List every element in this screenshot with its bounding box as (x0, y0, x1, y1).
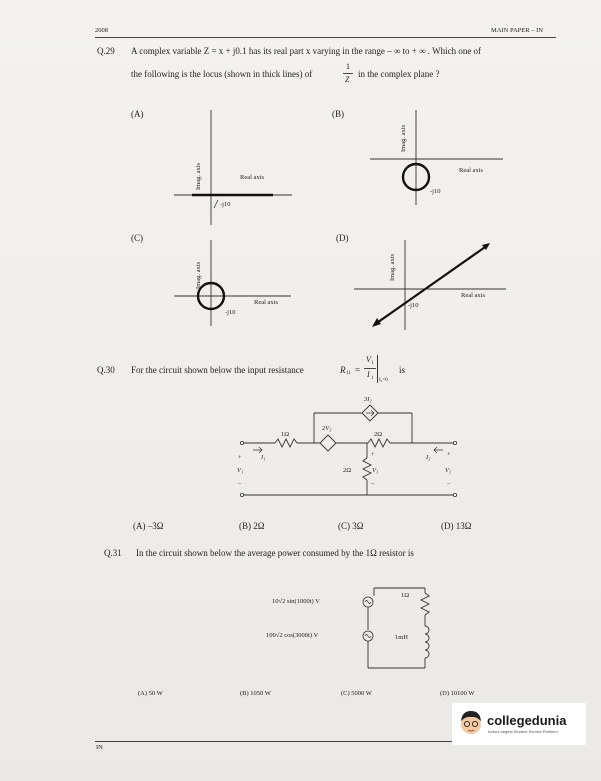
q31-source2: 100√2 cos(3000t) V (266, 632, 319, 639)
q29-frac-den: Z (345, 75, 350, 84)
q29-line1: A complex variable Z = x + j0.1 has its real part x varying in the range – ∞ to + ∞ . Which one of (131, 46, 482, 56)
q30-r1: 1Ω (281, 431, 290, 438)
q31-inductor: 1mH (395, 634, 408, 641)
q29-c-imag-label: Imag. axis (195, 261, 202, 289)
q30-r-label: R (340, 365, 346, 375)
q29-b-j10-label: -j10 (430, 188, 441, 195)
q29-d-real-label: Real axis (461, 292, 486, 299)
q29-option-c-label: (C) (131, 233, 143, 243)
q30-v1-minus: – (238, 480, 242, 487)
q30-dep-source-mid: 2V₃ (322, 425, 332, 432)
q29-option-d-label: (D) (336, 233, 349, 243)
header-paper: MAIN PAPER – IN (491, 27, 543, 34)
q29-b-real-label: Real axis (459, 167, 484, 174)
header-year: 2008 (95, 27, 108, 34)
q31-text: In the circuit shown below the average power consumed by the 1Ω resistor is (136, 548, 414, 558)
q30-option-a[interactable]: (A) –3Ω (133, 521, 164, 531)
q30-v3: V₃ (372, 467, 379, 474)
q30-v1-plus: + (238, 454, 242, 461)
q29-d-imag-label: Imag. axis (389, 253, 396, 281)
q30-v1: V₁ (237, 467, 244, 474)
q30-v2: V₂ (445, 467, 452, 474)
q30-option-c[interactable]: (C) 3Ω (338, 521, 364, 531)
q30-v2-minus: – (447, 480, 451, 487)
q30-r3: 2Ω (343, 467, 352, 474)
q30-frac-den-sub: 1 (371, 376, 374, 381)
q29-b-imag-label: Imag. axis (400, 124, 407, 152)
q31-number: Q.31 (104, 548, 122, 558)
q30-equals: = (355, 365, 361, 375)
q30-i1: I₁ (261, 454, 266, 461)
q29-a-imag-label: Imag. axis (195, 162, 202, 190)
q30-v3-minus: – (371, 480, 375, 487)
q29-option-a-label: (A) (131, 109, 144, 119)
q29-c-real-label: Real axis (254, 299, 279, 306)
q29-d-j10-label: -j10 (408, 302, 419, 309)
q30-is: is (399, 365, 406, 375)
q30-i2: I₂ (426, 454, 431, 461)
q29-a-j10-label: -j10 (220, 201, 231, 208)
collegedunia-tagline: India's largest Student Review Platform (488, 729, 558, 734)
q31-resistor: 1Ω (401, 592, 410, 599)
q31-option-a[interactable]: (A) 50 W (138, 690, 163, 697)
q30-option-b[interactable]: (B) 2Ω (239, 521, 265, 531)
q30-r-sub: 11 (346, 371, 351, 376)
collegedunia-brand: collegedunia (487, 713, 567, 728)
q30-cond: I₂=0 (379, 378, 388, 383)
q30-dep-source-top: 3I₂ (364, 396, 372, 403)
q30-text: For the circuit shown below the input resistance (131, 365, 304, 375)
q29-frac-num: 1 (346, 62, 350, 71)
q30-frac-num-sub: 1 (371, 361, 374, 366)
q30-v2-plus: + (447, 451, 451, 458)
q29-option-b-label: (B) (332, 109, 344, 119)
q30-number: Q.30 (97, 365, 115, 375)
q29-a-real-label: Real axis (240, 174, 265, 181)
q31-source1: 10√2 sin(1000t) V (272, 598, 320, 605)
q30-frac-den: I (367, 370, 370, 379)
q30-r2: 2Ω (374, 431, 383, 438)
q30-v3-plus: + (371, 451, 375, 458)
q30-option-d[interactable]: (D) 13Ω (441, 521, 472, 531)
q29-line2-b: in the complex plane ? (358, 69, 440, 79)
footer-code: IN (96, 744, 103, 751)
q30-frac-num: V (366, 355, 371, 364)
q29-line2-a: the following is the locus (shown in thick lines) of (131, 69, 313, 79)
q29-number: Q.29 (97, 46, 115, 56)
q31-option-d[interactable]: (D) 10100 W (440, 690, 475, 697)
q31-option-c[interactable]: (C) 5000 W (341, 690, 372, 697)
q29-c-j10-label: -j10 (225, 309, 236, 316)
q31-option-b[interactable]: (B) 1050 W (240, 690, 271, 697)
